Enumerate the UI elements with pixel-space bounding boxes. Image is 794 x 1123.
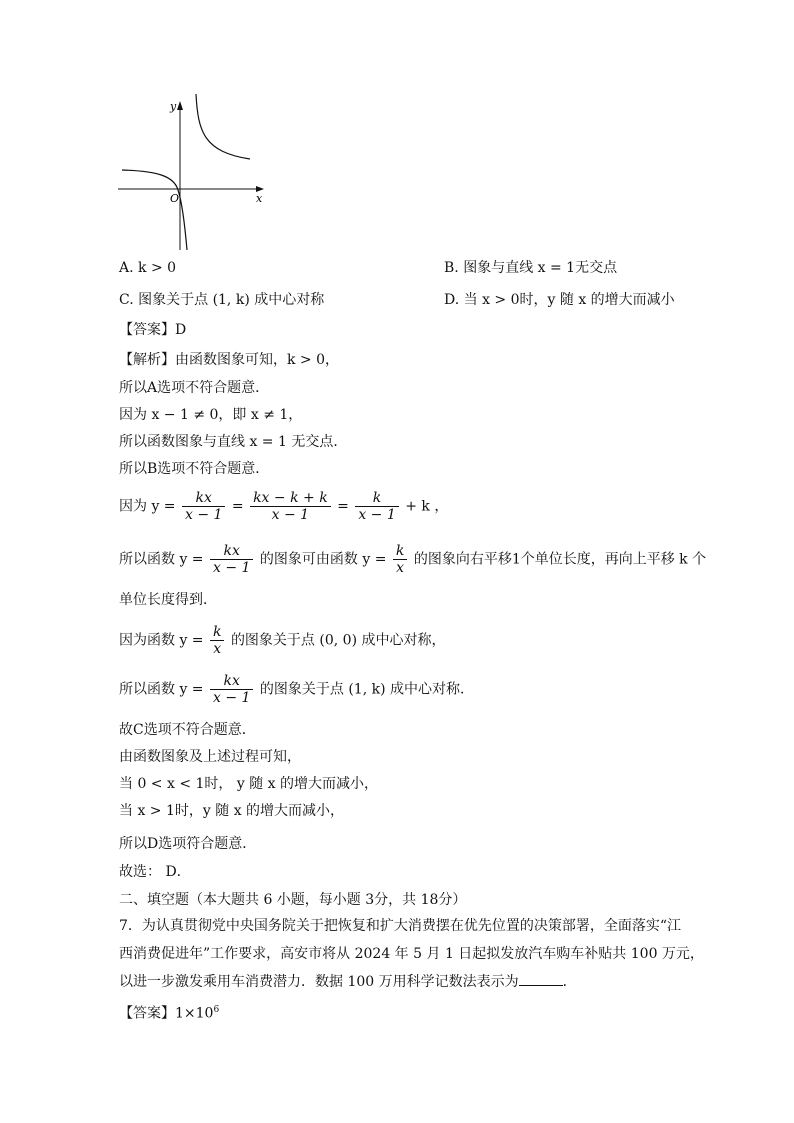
option-a: A. k > 0 — [119, 260, 177, 276]
answer-label: 【答案】 — [119, 1005, 175, 1022]
denominator: x − 1 — [355, 506, 398, 523]
analysis-line-4: 所以函数图象与直线 x = 1 无交点． — [119, 434, 348, 450]
option-b: B. 图象与直线 x = 1无交点 — [444, 260, 618, 276]
analysis-line-12: 由函数图象及上述过程可知， — [119, 749, 301, 765]
analysis-line-15: 所以D选项符合题意． — [119, 836, 257, 852]
numerator: kx — [195, 490, 212, 506]
analysis-line-9 — [119, 624, 445, 657]
numerator: kx − k + k — [253, 490, 328, 506]
denominator: x − 1 — [250, 506, 331, 523]
denominator: x — [393, 559, 407, 576]
origin-label: O — [170, 192, 180, 205]
fraction — [210, 673, 253, 706]
fraction — [210, 543, 253, 576]
analysis-line-7 — [119, 543, 706, 576]
text-segment: 的图象可由函数 y = — [259, 551, 387, 568]
question-7-line-3 — [119, 971, 577, 992]
y-axis-arrow — [177, 101, 183, 110]
upper-right-branch — [196, 94, 250, 159]
text-segment: 所以函数 y = — [119, 681, 204, 698]
equals: = — [231, 498, 244, 515]
analysis-line-3: 因为 x − 1 ≠ 0，即 x ≠ 1， — [119, 407, 303, 423]
option-c: C. 图象关于点 (1, k) 成中心对称 — [119, 292, 325, 308]
analysis-line-6 — [119, 490, 448, 523]
analysis-line-14: 当 x > 1时，y 随 x 的增大而减小， — [119, 803, 345, 819]
numerator: k — [372, 490, 382, 506]
numerator: kx — [223, 543, 240, 559]
numerator: k — [395, 543, 405, 559]
numerator: k — [213, 624, 222, 640]
question-7-line-1: 7．为认真贯彻党中央国务院关于把恢复和扩大消费摆在优先位置的决策部署，全面落实“江 — [119, 918, 682, 934]
x-axis-label: x — [256, 192, 263, 205]
lower-left-branch — [122, 170, 187, 250]
text-segment: 的图象关于点 (1, k) 成中心对称． — [259, 681, 475, 698]
answer-1: 【答案】D — [119, 322, 187, 338]
denominator: x — [210, 640, 224, 657]
equals: = — [337, 498, 349, 515]
denominator: x − 1 — [182, 506, 225, 523]
analysis-line-1: 【解析】由函数图象可知，k > 0， — [119, 352, 340, 368]
denominator: x − 1 — [210, 559, 253, 576]
analysis-line-2: 所以A选项不符合题意． — [119, 380, 270, 396]
answer-base: 1×10 — [175, 1005, 214, 1022]
answer-2 — [119, 1000, 219, 1024]
text-segment: 的图象向右平移1个单位长度，再向上平移 k 个 — [413, 551, 707, 568]
analysis-line-16: 故选： D． — [119, 864, 191, 880]
answer-blank — [519, 971, 563, 986]
y-axis-label: y — [170, 100, 177, 113]
analysis-line-5: 所以B选项不符合题意． — [119, 461, 270, 477]
option-d: D. 当 x > 0时，y 随 x 的增大而减小 — [444, 292, 675, 308]
question-7-line-2: 西消费促进年”工作要求，高安市将从 2024 年 5 月 1 日起拟发放汽车购车补贴共 100 万元， — [119, 946, 704, 962]
answer-exponent: 6 — [213, 1005, 220, 1015]
fraction — [355, 490, 398, 523]
fraction — [393, 543, 407, 576]
analysis-line-11: 故C选项不符合题意． — [119, 722, 256, 738]
denominator: x − 1 — [210, 689, 253, 706]
analysis-line-8: 单位长度得到． — [119, 592, 217, 608]
analysis-line-10 — [119, 673, 474, 706]
analysis-line-13: 当 0 < x < 1时， y 随 x 的增大而减小， — [119, 776, 379, 792]
function-graph — [112, 92, 272, 254]
text-segment: 因为 y = — [119, 498, 176, 515]
text-segment: 的图象关于点 (0, 0) 成中心对称， — [230, 632, 446, 649]
text-segment: ． — [562, 974, 577, 990]
text-segment: 以进一步激发乘用车消费潜力．数据 100 万用科学记数法表示为 — [119, 974, 519, 990]
numerator: kx — [223, 673, 240, 689]
text-segment: 因为函数 y = — [119, 632, 204, 649]
fraction — [250, 490, 331, 523]
section-heading: 二、填空题（本大题共 6 小题，每小题 3分，共 18分） — [119, 892, 467, 908]
text-segment: 所以函数 y = — [119, 551, 204, 568]
fraction — [210, 624, 224, 657]
fraction — [182, 490, 225, 523]
text-segment: + k ， — [405, 498, 449, 515]
